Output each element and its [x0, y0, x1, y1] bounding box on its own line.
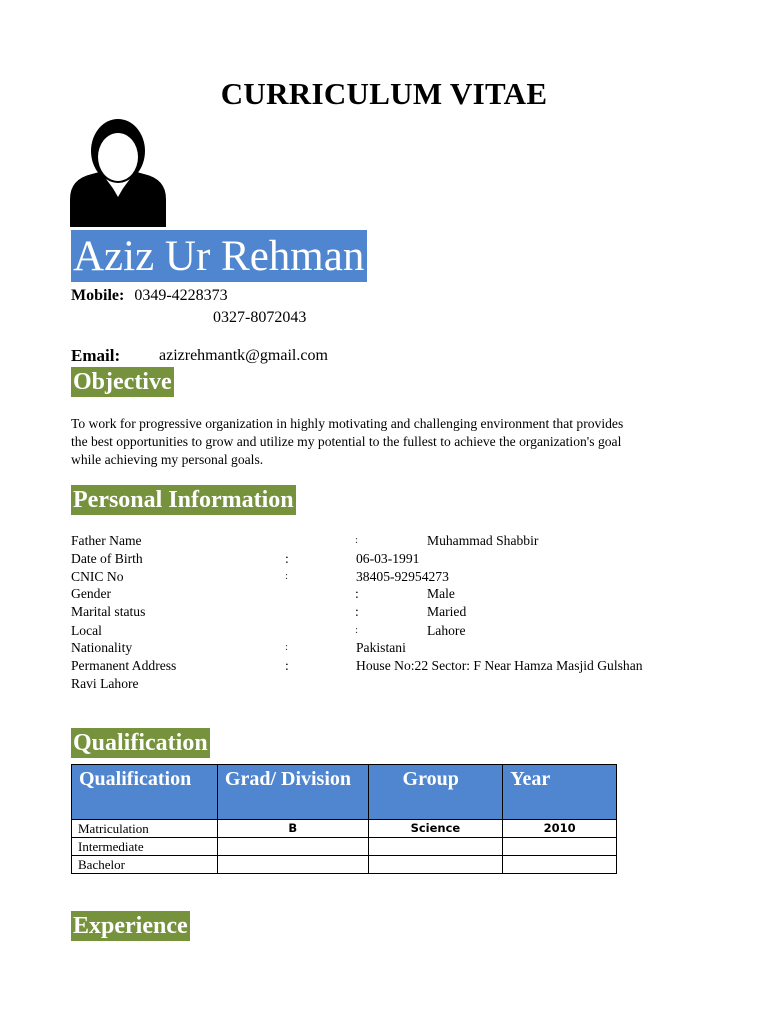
qualification-heading: Qualification	[73, 730, 208, 756]
local-value: Lahore	[427, 623, 466, 638]
candidate-name: Aziz Ur Rehman	[71, 230, 367, 282]
cnic-value: 38405-92954273	[356, 569, 449, 584]
table-cell: Intermediate	[72, 838, 218, 856]
column-header: Year	[503, 765, 617, 820]
personal-separator: :	[285, 641, 289, 653]
personal-separator: :	[285, 658, 289, 673]
personal-label: Marital status	[71, 604, 146, 619]
personal-label: Permanent Address	[71, 658, 177, 673]
mobile-row	[71, 286, 228, 306]
person-silhouette-icon	[70, 117, 166, 227]
email-address: azizrehmantk@gmail.com	[159, 347, 328, 364]
father-name-value: Muhammad Shabbir	[427, 533, 539, 548]
personal-separator: :	[285, 551, 289, 566]
gender-value: Male	[427, 586, 455, 601]
table-cell: Bachelor	[72, 856, 218, 874]
personal-separator: :	[285, 570, 289, 582]
email-label-text: Email:	[71, 346, 121, 365]
personal-separator: :	[355, 534, 359, 546]
table-cell	[217, 856, 368, 874]
mobile-number-1: 0349-4228373	[134, 287, 228, 304]
experience-heading: Experience	[73, 913, 188, 939]
table-cell	[503, 856, 617, 874]
table-cell	[368, 856, 503, 874]
objective-heading: Objective	[73, 369, 172, 395]
column-header: Group	[368, 765, 503, 820]
table-header-row	[72, 765, 617, 820]
table-cell	[368, 838, 503, 856]
objective-text	[71, 415, 697, 469]
table-cell: Matriculation	[72, 820, 218, 838]
table-cell	[503, 838, 617, 856]
personal-label: Local	[71, 623, 102, 638]
personal-label: Nationality	[71, 640, 133, 655]
table-row	[72, 856, 617, 874]
address-value: House No:22 Sector: F Near Hamza Masjid Gulshan	[356, 658, 643, 673]
table-cell: 2010	[503, 820, 617, 838]
personal-label: Date of Birth	[71, 551, 143, 566]
column-header: Grad/ Division	[217, 765, 368, 820]
objective-line: while achieving my personal goals.	[71, 452, 264, 467]
page-title: CURRICULUM VITAE	[220, 76, 548, 111]
personal-info-heading: Personal Information	[73, 487, 294, 513]
table-cell: Science	[368, 820, 503, 838]
table-row	[72, 820, 617, 838]
nationality-value: Pakistani	[356, 640, 406, 655]
personal-label: CNIC No	[71, 569, 124, 584]
objective-line: To work for progressive organization in highly motivating and challenging environment that provides	[71, 416, 624, 431]
table-row	[72, 838, 617, 856]
personal-separator: :	[355, 624, 359, 636]
address-continued: Ravi Lahore	[71, 676, 139, 691]
personal-label: Gender	[71, 586, 112, 601]
email-label	[71, 346, 120, 366]
mobile-label: Mobile:	[71, 287, 125, 304]
marital-status-value: Maried	[427, 604, 467, 619]
column-header: Qualification	[72, 765, 218, 820]
table-cell: B	[217, 820, 368, 838]
objective-line: the best opportunities to grow and utilize my potential to the fullest to achieve the organization's goal	[71, 434, 622, 449]
table-cell	[217, 838, 368, 856]
personal-separator: :	[355, 586, 359, 601]
dob-value: 06-03-1991	[356, 551, 420, 566]
personal-label: Father Name	[71, 533, 142, 548]
mobile-number-2: 0327-8072043	[213, 309, 307, 326]
personal-separator: :	[355, 604, 359, 619]
qualification-table	[71, 764, 617, 874]
